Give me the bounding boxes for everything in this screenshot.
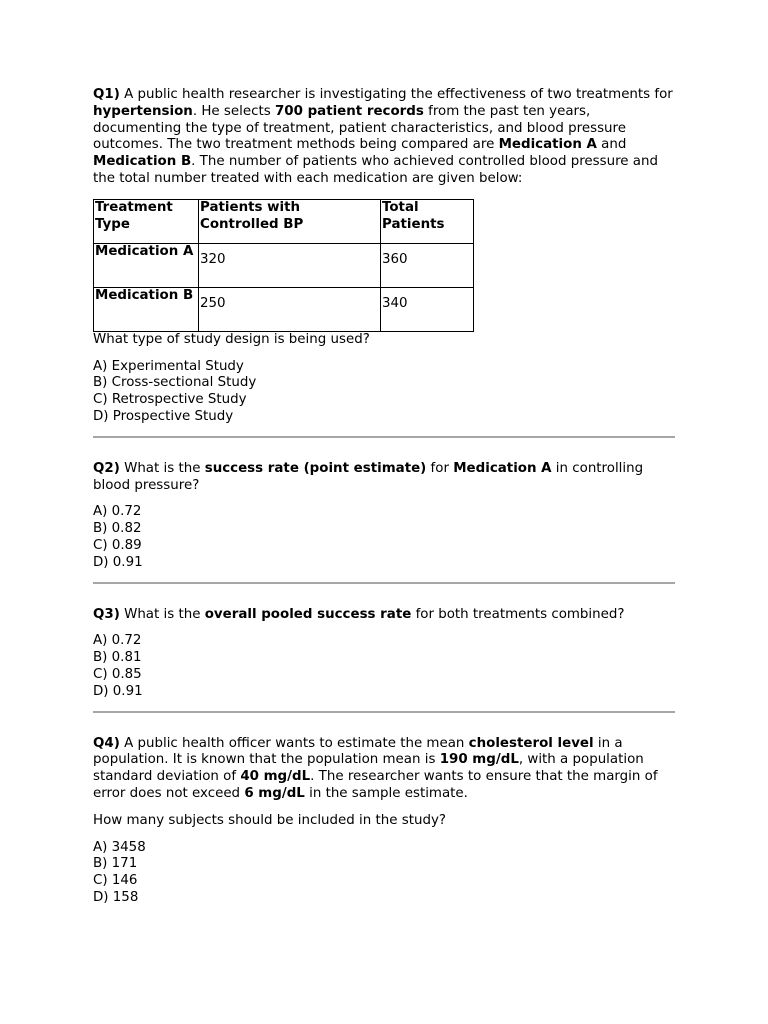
q4-bold-4: 6 mg/dL: [244, 785, 305, 801]
question-2: [93, 461, 675, 584]
option-d: D) 0.91: [93, 683, 143, 699]
option-a: A) 0.72: [93, 633, 142, 649]
q2-text-3: in controlling blood pressure?: [93, 460, 644, 493]
q2-bold-2: Medication A: [453, 460, 552, 476]
q1-bold-2: 700 patient records: [274, 103, 424, 119]
q4-text-1: A public health officer wants to estimate the mean: [119, 735, 469, 751]
divider: [93, 582, 675, 584]
q3-text-2: for both treatments combined?: [411, 606, 625, 622]
question-3-text: [93, 607, 675, 624]
document-page: [93, 87, 675, 907]
option-c: C) Retrospective Study: [93, 392, 247, 408]
q1-text-4: and: [596, 137, 627, 153]
question-3: [93, 607, 675, 713]
table-cell-controlled: 250: [199, 287, 381, 331]
question-1-prompt: What type of study design is being used?: [93, 331, 370, 347]
q1-bold-1: hypertension: [93, 103, 193, 119]
option-b: B) Cross-sectional Study: [93, 375, 257, 391]
table-cell-treatment: Medication B: [94, 287, 199, 331]
question-1: [93, 87, 675, 438]
q1-text-2: . He selects: [192, 103, 275, 119]
q4-bold-2: 190 mg/dL: [439, 752, 519, 768]
q1-bold-4: Medication B: [93, 154, 192, 170]
q2-text-1: What is the: [119, 460, 205, 476]
option-c: C) 0.85: [93, 666, 142, 682]
q3-text-1: What is the: [119, 606, 205, 622]
question-1-label: Q1): [93, 87, 120, 102]
q4-text-5: in the sample estimate.: [304, 785, 468, 801]
divider: [93, 436, 675, 438]
option-b: B) 0.81: [93, 650, 142, 666]
option-d: D) 0.91: [93, 554, 143, 570]
question-2-label: Q2): [93, 460, 120, 476]
q1-bold-3: Medication A: [498, 137, 597, 153]
question-4: [93, 736, 675, 907]
option-a: A) Experimental Study: [93, 358, 244, 374]
header-total-patients: Total Patients: [381, 199, 474, 243]
question-2-options: [93, 504, 675, 571]
header-treatment-type: Treatment Type: [94, 199, 199, 243]
table-row: [94, 287, 474, 331]
option-c: C) 0.89: [93, 537, 142, 553]
q4-bold-3: 40 mg/dL: [240, 769, 311, 785]
option-d: D) Prospective Study: [93, 408, 234, 424]
treatment-table: [93, 199, 474, 332]
table-cell-treatment: Medication A: [94, 243, 199, 287]
question-3-label: Q3): [93, 606, 120, 622]
option-d: D) 158: [93, 889, 139, 905]
table-cell-total: 340: [381, 287, 474, 331]
header-controlled-bp: Patients with Controlled BP: [199, 199, 381, 243]
q4-text-4: . The researcher wants to ensure that the margin of error does not exceed: [93, 769, 658, 801]
q1-text-1: A public health researcher is investigating the effectiveness of two treatments for: [119, 87, 673, 102]
table-cell-total: 360: [381, 243, 474, 287]
option-a: A) 0.72: [93, 504, 142, 520]
question-4-prompt: How many subjects should be included in the study?: [93, 812, 446, 828]
question-1-text: [93, 87, 675, 188]
table-cell-controlled: 320: [199, 243, 381, 287]
q1-text-5: . The number of patients who achieved controlled blood pressure and the total number treated with each medication are given below:: [93, 154, 658, 186]
question-4-label: Q4): [93, 735, 120, 751]
question-1-options: [93, 359, 675, 426]
q1-text-3: from the past ten years, documenting the type of treatment, patient characteristics, and blood pressure outcomes. The two treatment methods being compared are: [93, 103, 626, 153]
q4-text-3: , with a population standard deviation of: [93, 752, 644, 785]
q3-bold-1: overall pooled success rate: [204, 606, 412, 622]
q4-bold-1: cholesterol level: [468, 735, 594, 751]
option-b: B) 0.82: [93, 521, 142, 537]
table-header-row: [94, 199, 474, 243]
q2-bold-1: success rate (point estimate): [204, 460, 427, 476]
question-4-options: [93, 840, 675, 907]
q4-text-2: in a population. It is known that the population mean is: [93, 735, 623, 768]
question-2-text: [93, 461, 675, 495]
option-c: C) 146: [93, 873, 138, 889]
option-a: A) 3458: [93, 839, 146, 855]
q2-text-2: for: [426, 460, 454, 476]
question-3-options: [93, 633, 675, 700]
table-row: [94, 243, 474, 287]
option-b: B) 171: [93, 856, 138, 872]
divider: [93, 711, 675, 713]
question-4-text: [93, 736, 675, 803]
